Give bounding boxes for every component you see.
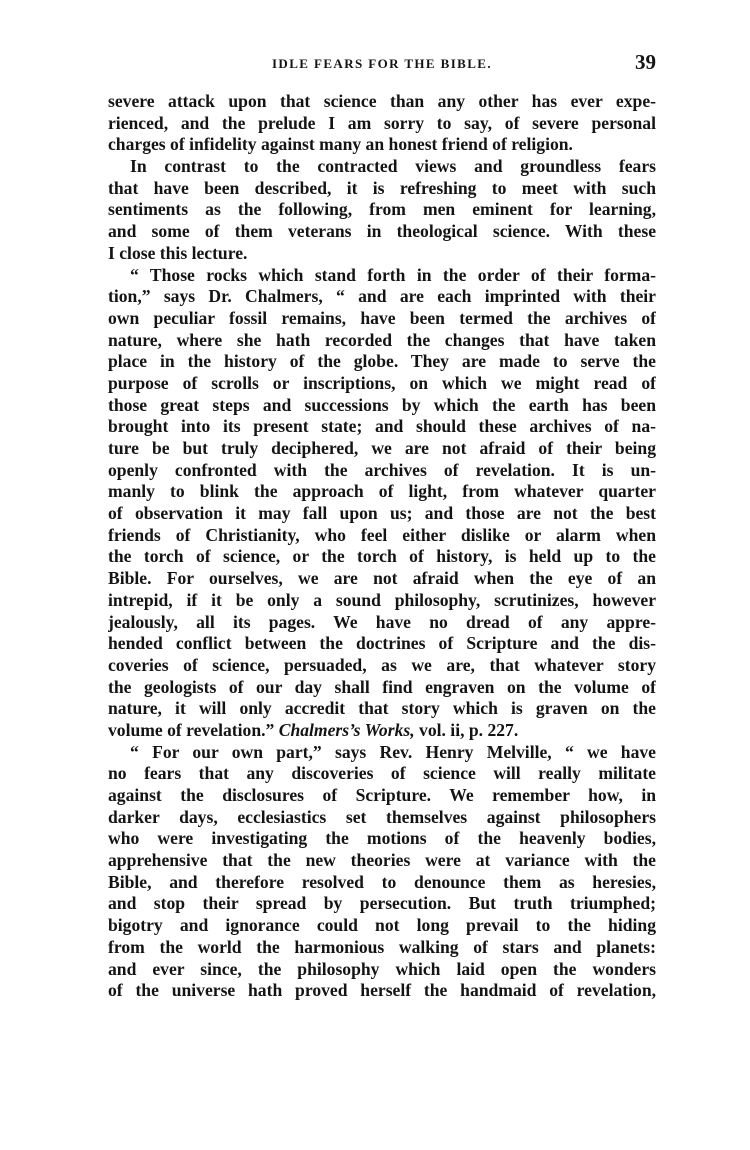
text-line [108,438,656,460]
text-line [108,872,656,894]
line-text: hended conflict between the doctrines of Scripture and the dis- [108,633,656,654]
text-line [108,850,656,872]
line-text: of the universe hath proved herself the handmaid of revelation, [108,980,656,1001]
line-text: “ For our own part,” says Rev. Henry Melville, “ we have [130,741,656,762]
line-text: brought into its present state; and should these archives of na- [108,416,656,437]
text-line [108,199,656,221]
line-text: and some of them veterans in theological science. With these [108,221,656,242]
text-line [108,91,656,113]
text-line [108,308,656,330]
line-text: no fears that any discoveries of science will really militate [108,763,656,784]
text-line [108,655,656,677]
line-text: coveries of science, persuaded, as we are, that whatever story [108,654,656,675]
line-text: bigotry and ignorance could not long prevail to the hiding [108,915,656,936]
text-line [108,265,656,287]
line-text: who were investigating the motions of the heavenly bodies, [108,828,656,849]
line-text: openly confronted with the archives of revelation. It is un- [108,459,656,480]
text-line [108,590,656,612]
line-text: of observation it may fall upon us; and those are not the best [108,503,656,524]
text-line [108,113,656,135]
text-line [108,243,656,265]
line-text: own peculiar fossil remains, have been termed the archives of [108,307,656,328]
line-text: In contrast to the contracted views and groundless fears [130,156,656,177]
line-text: nature, it will only accredit that story which is graven on the [108,698,656,719]
running-head: IDLE FEARS FOR THE BIBLE. [271,56,493,71]
line-text: “ Those rocks which stand forth in the order of their forma- [130,264,656,285]
line-text: I close this lecture. [108,242,248,263]
text-line [108,785,656,807]
text-line [108,698,656,720]
line-text: apprehensive that the new theories were at variance with the [108,850,656,871]
text-line [108,546,656,568]
text-line [108,481,656,503]
page-header [108,50,656,80]
body-text [108,91,656,1002]
line-text: charges of infidelity against many an honest friend of religion. [108,134,573,155]
line-text: volume of revelation.” [108,719,275,740]
line-text: the torch of science, or the torch of history, is held up to the [108,546,656,567]
line-text: and stop their spread by persecution. But truth triumphed; [108,893,656,914]
line-text: those great steps and successions by which the earth has been [108,394,656,415]
text-line [108,568,656,590]
line-text: the geologists of our day shall find engraven on the volume of [108,676,656,697]
text-line [108,503,656,525]
line-text: that have been described, it is refreshing to meet with such [108,177,656,198]
line-text: Bible. For ourselves, we are not afraid when the eye of an [108,568,656,589]
line-text: rienced, and the prelude I am sorry to say, of severe personal [108,112,656,133]
text-line [108,763,656,785]
line-text: tion,” says Dr. Chalmers, “ and are each imprinted with their [108,286,656,307]
text-line [108,720,656,742]
text-line [108,742,656,764]
text-line [108,351,656,373]
text-line [108,286,656,308]
line-text: purpose of scrolls or inscriptions, on which we might read of [108,372,656,393]
text-line [108,525,656,547]
text-line [108,612,656,634]
line-text: from the world the harmonious walking of stars and planets: [108,936,656,957]
text-line [108,807,656,829]
page-number: 39 [635,50,656,74]
line-text: and ever since, the philosophy which laid open the wonders [108,958,656,979]
text-line [108,959,656,981]
line-text: intrepid, if it be only a sound philosophy, scrutinizes, however [108,589,656,610]
text-line [108,156,656,178]
text-line [108,893,656,915]
text-line [108,915,656,937]
line-text: ture be but truly deciphered, we are not afraid of their being [108,438,656,458]
line-text: severe attack upon that science than any other has ever expe- [108,91,656,111]
text-line [108,677,656,699]
line-text: friends of Christianity, who feel either dislike or alarm when [108,524,656,545]
citation-reference: vol. ii, p. 227. [419,719,519,740]
text-line [108,937,656,959]
line-text: nature, where she hath recorded the changes that have taken [108,329,656,350]
line-text: manly to blink the approach of light, from whatever quarter [108,481,656,502]
text-line [108,221,656,243]
citation-title: Chalmers’s Works, [278,719,415,740]
line-text: sentiments as the following, from men eminent for learning, [108,199,656,220]
line-text: darker days, ecclesiastics set themselves against philosophers [108,806,656,827]
text-line [108,633,656,655]
line-text: against the disclosures of Scripture. We remember how, in [108,785,656,805]
line-text: Bible, and therefore resolved to denounce them as heresies, [108,871,656,892]
text-line [108,416,656,438]
line-text: jealously, all its pages. We have no dread of any appre- [108,611,656,632]
text-line [108,373,656,395]
text-line [108,178,656,200]
text-line [108,395,656,417]
text-line [108,980,656,1002]
text-line [108,460,656,482]
text-line [108,134,656,156]
line-text: place in the history of the globe. They are made to serve the [108,351,656,372]
text-line [108,828,656,850]
text-line [108,330,656,352]
